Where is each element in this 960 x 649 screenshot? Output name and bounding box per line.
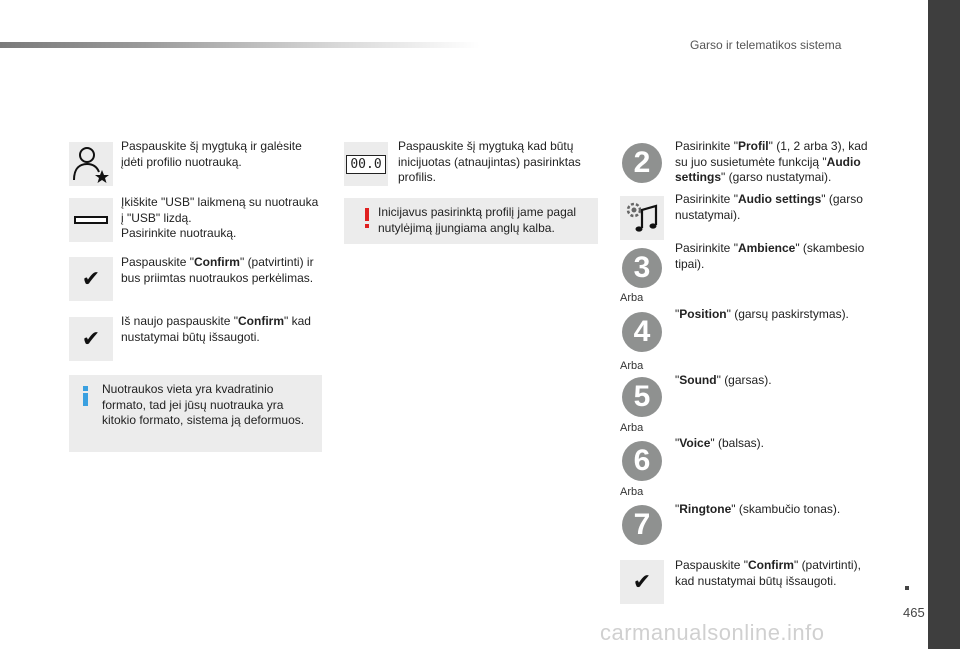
page-header-title: Garso ir telematikos sistema	[690, 38, 842, 52]
step-badge-5: 5	[622, 377, 662, 417]
step-4-text: "Position" (garsų paskirstymas).	[675, 307, 849, 321]
page-edge-sidebar	[928, 0, 960, 649]
reset-profile-icon-box	[344, 142, 388, 186]
page-marker	[905, 586, 909, 590]
step-7-text: "Ringtone" (skambučio tonas).	[675, 502, 841, 516]
step-badge-7: 7	[622, 505, 662, 545]
page-number: 465	[903, 605, 925, 620]
left-step-confirm-text: Paspauskite "Confirm" (patvirtinti) ir bus priimtas nuotraukos perkėlimas.	[121, 255, 314, 285]
step-badge-2: 2	[622, 143, 662, 183]
left-step-save-text: Iš naujo paspauskite "Confirm" kad nustatymai būtų išsaugoti.	[121, 314, 311, 344]
info-note-box	[69, 375, 322, 452]
or-label: Arba	[620, 360, 644, 372]
profile-photo-icon	[71, 144, 111, 184]
checkmark-icon: ✔	[632, 569, 652, 594]
confirm-icon-box-2	[69, 317, 113, 361]
audio-settings-icon	[622, 198, 662, 238]
audio-settings-text: Pasirinkite "Audio settings" (garso nustatymai).	[675, 192, 863, 222]
checkmark-icon: ✔	[81, 326, 101, 351]
step-badge-4: 4	[622, 312, 662, 352]
display-readout-icon: 00.0	[346, 155, 385, 174]
or-label: Arba	[620, 486, 644, 498]
usb-icon	[74, 216, 108, 224]
confirm-icon-box-1	[69, 257, 113, 301]
watermark-text: carmanualsonline.info	[600, 620, 825, 645]
step-badge-3: 3	[622, 248, 662, 288]
step-3-text: Pasirinkite "Ambience" (skambesio tipai).	[675, 241, 865, 271]
header-decoration-bar	[0, 42, 480, 48]
warning-icon	[365, 208, 369, 228]
middle-step-reset-text: Paspauskite šį mygtuką kad būtų inicijuotas (atnaujintas) pasirinktas profilis.	[398, 139, 581, 184]
step-6-text: "Voice" (balsas).	[675, 436, 764, 450]
checkmark-icon: ✔	[81, 266, 101, 291]
profile-photo-icon-box	[69, 142, 113, 186]
step-2-text: Pasirinkite "Profil" (1, 2 arba 3), kad su juo susietumėte funkciją "Audio settings" (garso nustatymai).	[675, 139, 868, 184]
step-5-text: "Sound" (garsas).	[675, 373, 772, 387]
left-step-usb-text: Įkiškite "USB" laikmeną su nuotrauka į "USB" lizdą. Pasirinkite nuotrauką.	[121, 195, 319, 240]
or-label: Arba	[620, 422, 644, 434]
usb-icon-box	[69, 198, 113, 242]
confirm-icon-box-3	[620, 560, 664, 604]
audio-settings-icon-box	[620, 196, 664, 240]
warning-note-text: Inicijavus pasirinktą profilį jame pagal nutylėjimą įjungiama anglų kalba.	[378, 205, 577, 235]
info-note-text: Nuotraukos vieta yra kvadratinio formato, tad jei jūsų nuotrauka yra kitokio formato, sistema ją deformuos.	[102, 382, 305, 427]
warning-note-box	[344, 198, 598, 244]
final-confirm-text: Paspauskite "Confirm" (patvirtinti), kad nustatymai būtų išsaugoti.	[675, 558, 861, 588]
step-badge-6: 6	[622, 441, 662, 481]
info-icon	[83, 386, 88, 406]
left-step-photo-text: Paspauskite šį mygtuką ir galėsite įdėti profilio nuotrauką.	[121, 139, 302, 169]
or-label: Arba	[620, 292, 644, 304]
